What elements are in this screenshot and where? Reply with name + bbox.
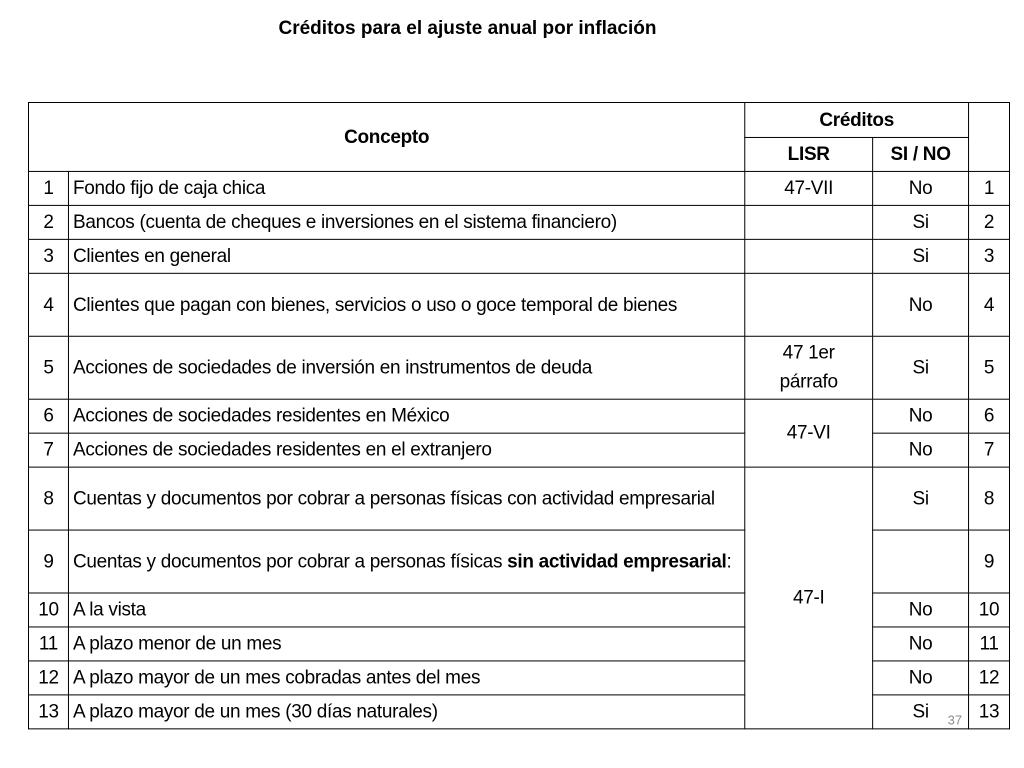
row-number: 6 (28, 399, 68, 433)
row-lisr (745, 205, 873, 239)
row-si-no: Si (873, 205, 969, 239)
row-number: 1 (28, 171, 68, 205)
row-ref: 9 (969, 530, 1010, 593)
row-lisr (745, 239, 873, 273)
row-number: 8 (28, 467, 68, 530)
row-concept: Acciones de sociedades residentes en el extranjero (68, 433, 744, 467)
row-number: 5 (28, 336, 68, 399)
row-si-no (873, 695, 969, 729)
si-no-value: Si (912, 701, 929, 723)
row-concept: Acciones de sociedades de inversión en instrumentos de deuda (68, 336, 744, 399)
row-si-no: No (873, 433, 969, 467)
row-ref: 6 (969, 399, 1010, 433)
row-ref: 8 (969, 467, 1010, 530)
row-lisr: 47-VII (745, 171, 873, 205)
row-concept: A plazo mayor de un mes (30 días naturales) (68, 695, 744, 729)
lisr-line-1: 47 1er (782, 342, 835, 364)
header-lisr: LISR (745, 137, 873, 171)
table-row (28, 399, 1009, 433)
row-si-no: Si (873, 239, 969, 273)
concept-text: Cuentas y documentos por cobrar a personas físicas (72, 551, 508, 573)
row-si-no: No (873, 399, 969, 433)
row-si-no: Si (873, 467, 969, 530)
row-concept: Cuentas y documentos por cobrar a personas físicas con actividad empresarial (68, 467, 744, 530)
row-number: 12 (28, 661, 68, 695)
row-concept: Bancos (cuenta de cheques e inversiones en el sistema financiero) (68, 205, 744, 239)
concept-suffix: : (726, 551, 732, 573)
row-ref: 10 (969, 593, 1010, 627)
header-creditos: Créditos (745, 102, 969, 137)
header-concepto: Concepto (28, 102, 744, 171)
table-row (28, 239, 1009, 273)
row-si-no: No (873, 593, 969, 627)
row-lisr: 47-I (745, 467, 873, 729)
table-header-row (28, 102, 1009, 137)
row-concept: Acciones de sociedades residentes en México (68, 399, 744, 433)
row-number: 2 (28, 205, 68, 239)
row-number: 11 (28, 627, 68, 661)
row-ref: 13 (969, 695, 1010, 729)
row-si-no: No (873, 273, 969, 336)
row-ref: 1 (969, 171, 1010, 205)
row-number: 4 (28, 273, 68, 336)
row-concept: Clientes que pagan con bienes, servicios o uso o goce temporal de bienes (68, 273, 744, 336)
row-ref: 5 (969, 336, 1010, 399)
slide-title: Créditos para el ajuste anual por inflación (278, 18, 657, 39)
concept-bold-text: sin actividad empresarial (507, 551, 727, 573)
row-ref: 11 (969, 627, 1010, 661)
row-concept: A plazo mayor de un mes cobradas antes del mes (68, 661, 744, 695)
row-concept: A la vista (68, 593, 744, 627)
row-number: 10 (28, 593, 68, 627)
header-si-no: SI / NO (873, 137, 969, 171)
row-concept: Fondo fijo de caja chica (68, 171, 744, 205)
row-si-no: No (873, 171, 969, 205)
row-ref: 7 (969, 433, 1010, 467)
lisr-line-2: párrafo (779, 371, 838, 393)
row-concept: Clientes en general (68, 239, 744, 273)
page-number: 37 (947, 712, 963, 728)
row-si-no (873, 530, 969, 593)
credits-table (28, 102, 1010, 729)
row-lisr: 47-VI (745, 399, 873, 467)
row-si-no: Si (873, 336, 969, 399)
table-row (28, 467, 1009, 530)
row-ref: 2 (969, 205, 1010, 239)
row-si-no: No (873, 661, 969, 695)
header-empty (969, 102, 1010, 171)
row-number: 13 (28, 695, 68, 729)
row-lisr (745, 273, 873, 336)
row-si-no: No (873, 627, 969, 661)
row-ref: 4 (969, 273, 1010, 336)
table-row (28, 171, 1009, 205)
table-row (28, 205, 1009, 239)
row-concept (68, 530, 744, 593)
row-ref: 3 (969, 239, 1010, 273)
row-number: 3 (28, 239, 68, 273)
row-lisr (745, 336, 873, 399)
table-row (28, 273, 1009, 336)
row-concept: A plazo menor de un mes (68, 627, 744, 661)
row-number: 7 (28, 433, 68, 467)
row-number: 9 (28, 530, 68, 593)
row-ref: 12 (969, 661, 1010, 695)
table-row (28, 336, 1009, 399)
